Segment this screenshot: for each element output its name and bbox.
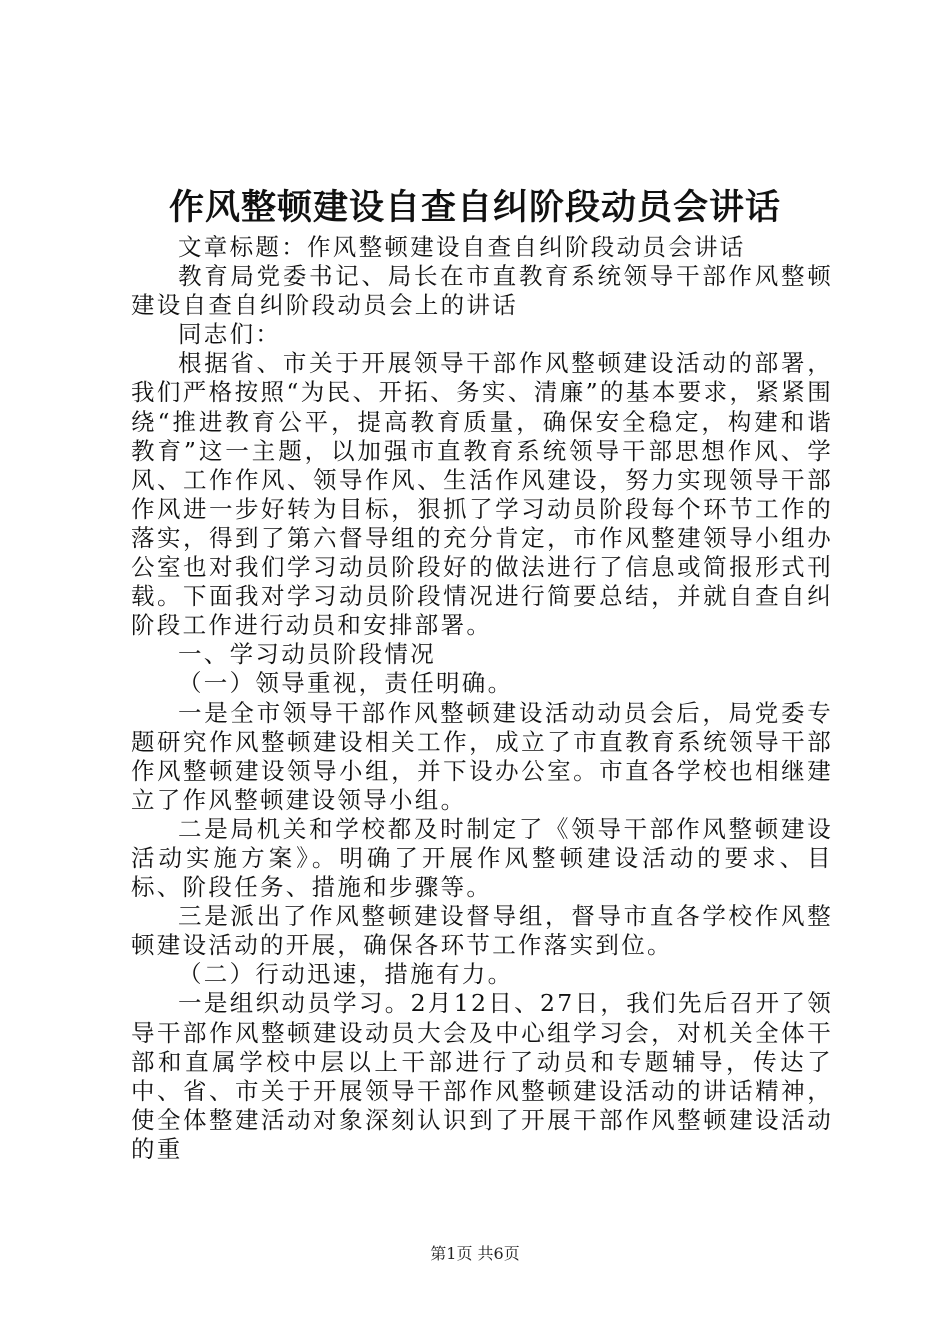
paragraph-introduction: 根据省、市关于开展领导干部作风整顿建设活动的部署，我们严格按照“为民、开拓、务实、清廉”的基本要求，紧紧围绕“推进教育公平，提高教育质量，确保安全稳定，构建和谐教育”这一主题，以加强市直教育系统领导干部思想作风、学风、工作作风、领导作风、生活作风建设，努力实现领导干部作风进一步好转为目标，狠抓了学习动员阶段每个环节工作的落实，得到了第六督导组的充分肯定，市作风整建领导小组办公室也对我们学习动员阶段好的做法进行了信息或简报形式刊载。下面我对学习动员阶段情况进行简要总结，并就自查自纠阶段工作进行动员和安排部署。 xyxy=(131,349,833,640)
paragraph-speaker: 教育局党委书记、局长在市直教育系统领导干部作风整顿建设自查自纠阶段动员会上的讲话 xyxy=(131,262,833,320)
document-body xyxy=(131,233,833,1164)
subsection-heading-1: （一）领导重视，责任明确。 xyxy=(178,669,514,698)
document-title: 作风整顿建设自查自纠阶段动员会讲话 xyxy=(168,187,781,228)
paragraph-point-1: 一是全市领导干部作风整顿建设活动动员会后，局党委专题研究作风整顿建设相关工作，成立了市直教育系统领导干部作风整顿建设领导小组，并下设办公室。市直各学校也相继建立了作风整顿建设领导小组。 xyxy=(131,698,833,814)
paragraph-point-4: 一是组织动员学习。2月12日、27日，我们先后召开了领导干部作风整顿建设动员大会及中心组学习会，对机关全体干部和直属学校中层以上干部进行了动员和专题辅导，传达了中、省、市关于开展领导干部作风整顿建设活动的讲话精神，使全体整建活动对象深刻认识到了开展干部作风整顿建设活动的重 xyxy=(131,989,833,1163)
paragraph-point-2: 二是局机关和学校都及时制定了《领导干部作风整顿建设活动实施方案》。明确了开展作风整顿建设活动的要求、目标、阶段任务、措施和步骤等。 xyxy=(131,814,833,902)
paragraph-article-title: 文章标题：作风整顿建设自查自纠阶段动员会讲话 xyxy=(178,233,746,261)
subsection-heading-2: （二）行动迅速，措施有力。 xyxy=(178,960,514,989)
paragraph-point-3: 三是派出了作风整顿建设督导组，督导市直各学校作风整顿建设活动的开展，确保各环节工作落实到位。 xyxy=(131,902,833,960)
paragraph-salutation: 同志们： xyxy=(178,320,282,349)
section-heading-1: 一、学习动员阶段情况 xyxy=(178,640,436,669)
page-footer: 第1页 共6页 xyxy=(430,1244,520,1263)
